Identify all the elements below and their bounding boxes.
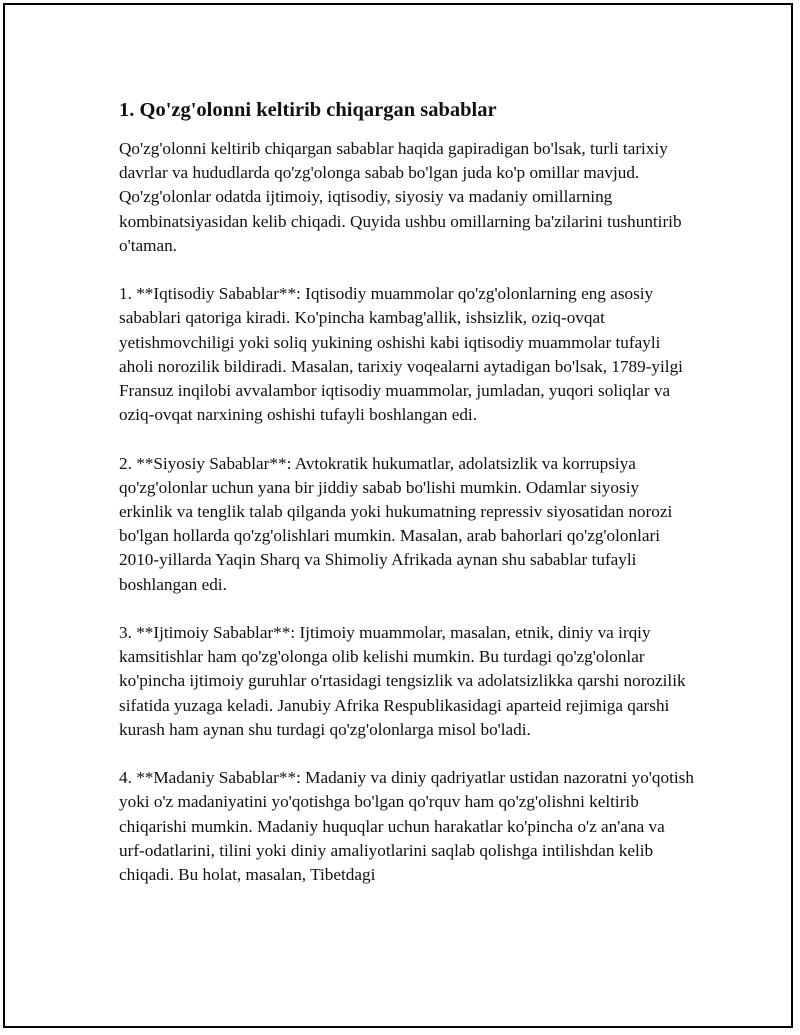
page-frame xyxy=(3,3,793,1028)
section-heading: 1. Qo'zg'olonni keltirib chiqargan sabablar xyxy=(119,99,497,121)
political-causes-paragraph: 2. **Siyosiy Sabablar**: Avtokratik hukumatlar, adolatsizlik va korrupsiya qo'zg'olonlar uchun yana bir jiddiy sabab bo'lishi mumkin. Odamlar siyosiy erkinlik va tenglik talab qilganda yoki hukumatning repressiv siyosatidan norozi bo'lgan hollarda qo'zg'olishlari mumkin. Masalan, arab bahorlari qo'zg'olonlari 2010-yillarda Yaqin Sharq va Shimoliy Afrikada aynan shu sabablar tufayli boshlangan edi. xyxy=(119,453,673,594)
intro-paragraph: Qo'zg'olonni keltirib chiqargan sabablar haqida gapiradigan bo'lsak, turli tarixiy davrlar va hududlarda qo'zg'olonga sabab bo'lgan juda ko'p omillar mavjud. Qo'zg'olonlar odatda ijtimoiy, iqtisodiy, siyosiy va madaniy omillarning kombinatsiyasidan kelib chiqadi. Quyida ushbu omillarning ba'zilarini tushuntirib o'taman. xyxy=(119,139,682,255)
document-body xyxy=(119,97,694,911)
cultural-causes-paragraph: 4. **Madaniy Sabablar**: Madaniy va diniy qadriyatlar ustidan nazoratni yo'qotish yoki o'z madaniyatini yo'qotishga bo'lgan qo'rquv ham qo'zg'olishni keltirib chiqarishi mumkin. Madaniy huquqlar uchun harakatlar ko'pincha o'z an'ana va urf-odatlarini, tilini yoki diniy amaliyotlarini saqlab qolishga intilishdan kelib chiqadi. Bu holat, masalan, Tibetdagi xyxy=(119,768,694,885)
social-causes-paragraph: 3. **Ijtimoiy Sabablar**: Ijtimoiy muammolar, masalan, etnik, diniy va irqiy kamsitishlar ham qo'zg'olonga olib kelishi mumkin. Bu turdagi qo'zg'olonlar ko'pincha ijtimoiy guruhlar o'rtasidagi tengsizlik va adolatsizlikka qarshi norozilik sifatida yuzaga keladi. Janubiy Afrika Respublikasidagi aparteid rejimiga qarshi kurash ham aynan shu turdagi qo'zg'olonlarga misol bo'ladi. xyxy=(119,623,686,739)
economic-causes-paragraph: 1. **Iqtisodiy Sabablar**: Iqtisodiy muammolar qo'zg'olonlarning eng asosiy sabablari qatoriga kiradi. Ko'pincha kambag'allik, ishsizlik, oziq-ovqat yetishmovchiligi yoki soliq yukining oshishi kabi iqtisodiy muammolar tufayli aholi norozilik bildiradi. Masalan, tarixiy voqealarni aytadigan bo'lsak, 1789-yilgi Fransuz inqilobi avvalambor iqtisodiy muammolar, jumladan, yuqori soliqlar va oziq-ovqat narxining oshishi tufayli boshlangan edi. xyxy=(119,284,683,425)
